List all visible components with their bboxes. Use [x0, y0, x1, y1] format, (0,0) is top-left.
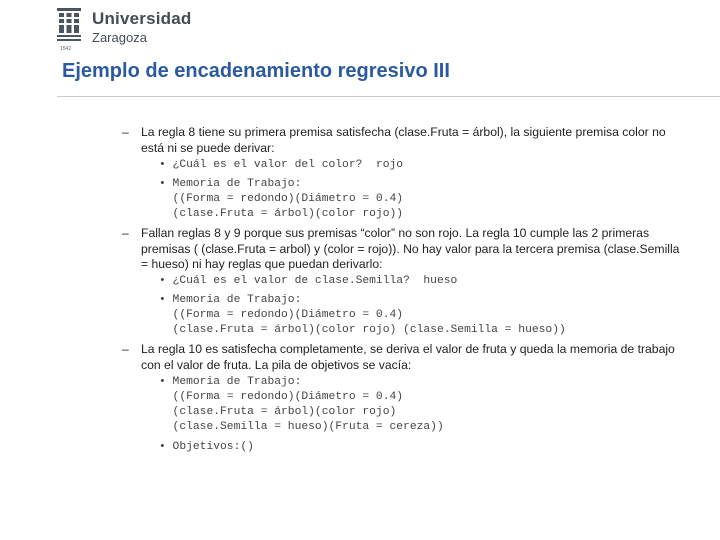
code-line: (clase.Fruta = árbol)(color rojo) (clase.Semilla = hueso)) — [159, 324, 566, 336]
university-logo — [56, 8, 196, 52]
title-divider — [57, 96, 720, 97]
bullet-dash: – — [122, 342, 129, 356]
paragraph-3 — [122, 342, 682, 373]
paragraph-1 — [122, 125, 682, 156]
code-line: ((Forma = redondo)(Diámetro = 0.4) — [159, 193, 404, 205]
code-line: • Memoria de Trabajo: — [159, 376, 302, 388]
logo-university-name: Universidad — [92, 9, 192, 28]
logo-city-name: Zaragoza — [92, 30, 147, 45]
code-line: ((Forma = redondo)(Diámetro = 0.4) — [159, 391, 404, 403]
code-line: (clase.Fruta = árbol)(color rojo) — [159, 406, 397, 418]
university-crest-icon — [56, 8, 82, 46]
code-line: • ¿Cuál es el valor de clase.Semilla? hueso — [159, 275, 458, 287]
code-line: • Memoria de Trabajo: — [159, 294, 302, 306]
code-line: ((Forma = redondo)(Diámetro = 0.4) — [159, 309, 404, 321]
logo-year: 1542 — [60, 46, 72, 52]
paragraph-text: Fallan reglas 8 y 9 porque sus premisas “color” no son rojo. La regla 10 cumple las 2 primeras premisas ( (clase.Fruta = arbol) y (color = rojo)). No hay valor para la tercera premisa (clase.Semilla = hueso) ni hay reglas que puedan derivarlo: — [141, 226, 680, 271]
code-line: • ¿Cuál es el valor del color? rojo — [159, 159, 404, 171]
paragraph-2 — [122, 226, 682, 273]
code-line: (clase.Semilla = hueso)(Fruta = cereza)) — [159, 421, 444, 433]
code-line: (clase.Fruta = árbol)(color rojo)) — [159, 208, 404, 220]
bullet-dash: – — [122, 125, 129, 139]
slide-title: Ejemplo de encadenamiento regresivo III — [62, 60, 450, 82]
code-line: • Objetivos:() — [159, 441, 254, 453]
bullet-dash: – — [122, 226, 129, 240]
paragraph-text: La regla 10 es satisfecha completamente, se deriva el valor de fruta y queda la memoria de trabajo con el valor de fruta. La pila de objetivos se vacía: — [141, 342, 675, 372]
paragraph-text: La regla 8 tiene su primera premisa satisfecha (clase.Fruta = árbol), la siguiente premisa color no está ni se puede derivar: — [141, 125, 666, 155]
code-line: • Memoria de Trabajo: — [159, 178, 302, 190]
